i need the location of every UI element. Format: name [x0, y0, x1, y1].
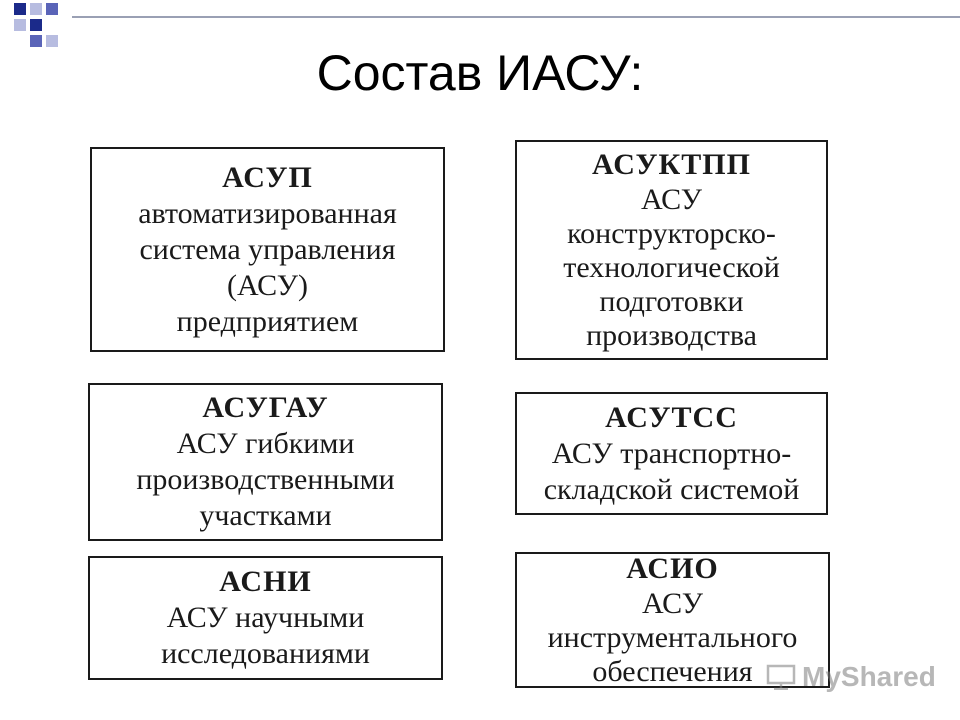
box-abbreviation: АСУКТПП [592, 148, 751, 181]
box-abbreviation: АСУП [222, 160, 313, 194]
corner-square-mid [46, 3, 58, 15]
corner-square-light [30, 3, 42, 15]
corner-square-dark [14, 3, 26, 15]
box-description: АСУ гибкими производственными участками [136, 427, 395, 532]
box-abbreviation: АСИО [626, 552, 719, 585]
watermark [766, 655, 936, 699]
box-description: автоматизированная система управления (АСУ) предприятием [138, 196, 397, 338]
box-asni [88, 556, 443, 680]
corner-square-light [14, 19, 26, 31]
box-description: АСУ научными исследованиями [161, 601, 370, 670]
box-asugau [88, 383, 443, 541]
slide-title: Состав ИАСУ: [316, 45, 644, 101]
box-asuktpp [515, 140, 828, 360]
box-abbreviation: АСУГАУ [202, 391, 329, 424]
box-asup [90, 147, 445, 352]
box-abbreviation: АСНИ [219, 565, 312, 598]
title-rule [72, 16, 960, 18]
box-abbreviation: АСУТСС [605, 400, 738, 434]
box-description: АСУ транспортно- складской системой [543, 436, 800, 506]
box-description: АСУ конструкторско- технологической подготовки производства [563, 183, 780, 352]
watermark-text: MyShared [802, 661, 936, 692]
box-description: АСУ инструментального обеспечения [547, 587, 798, 688]
box-asutss [515, 392, 828, 515]
corner-square-dark [30, 19, 42, 31]
presentation-board-icon [766, 664, 796, 690]
